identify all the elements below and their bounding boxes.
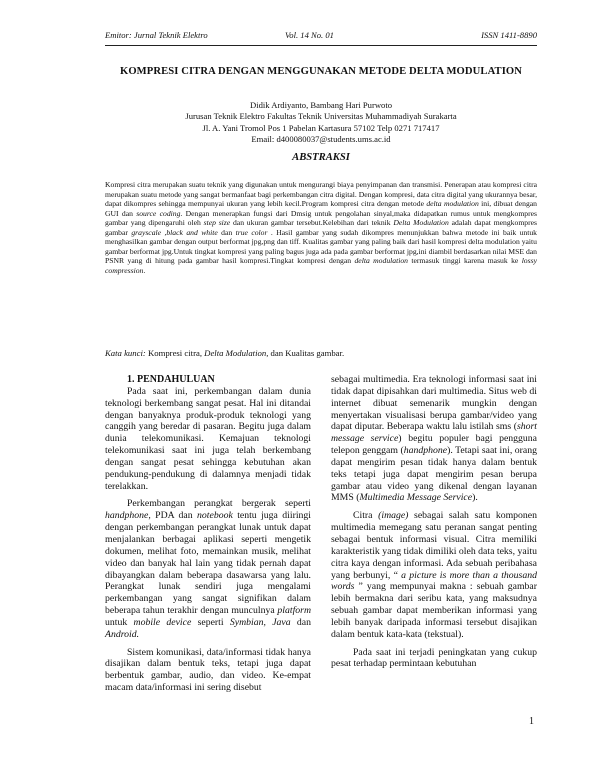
- author-block: [105, 100, 537, 145]
- issn: ISSN 1411-8890: [481, 30, 537, 40]
- body-paragraph: Pada saat ini, perkembangan dalam dunia teknologi berkembang sangat pesat. Hal ini ditandai dengan banyaknya produk-produk teknologi yang canggih yang beredar di pasaran. Begitu juga dalam dunia telekomunikasi. Kemajuan teknologi telekomunikasi saat ini juga telah berkembang dengan sangat pesat sehingga kebutuhan akan pendukung-pendukung di dalamnya menjadi tidak terelakkan.: [105, 385, 311, 492]
- author-address: Jl. A. Yani Tromol Pos 1 Pabelan Kartasura 57102 Telp 0271 717417: [202, 122, 440, 133]
- page-number: 1: [529, 716, 534, 727]
- body-paragraph: Perkembangan perangkat bergerak seperti handphone, PDA dan notebook tentu juga diiringi dengan perkembangan perangkat lunak untuk dapat menjalankan berbagai aplikasi seperti mengetik dokumen, melihat foto, memainkan musik, melihat video dan banyak hal lain yang tidak pernah dapat dibayangkan dalam beberapa dasawarsa yang lalu. Perangkat lunak sendiri juga mengalami perkembangan yang sangat signifikan dalam beberapa tahun terakhir dengan munculnya platform untuk mobile device seperti Symbian, Java dan Android.: [105, 498, 312, 640]
- header-rule: [105, 45, 537, 46]
- abstract-heading: ABSTRAKSI: [292, 152, 350, 163]
- body-column-right: [331, 374, 537, 670]
- body-column-left: [105, 374, 311, 694]
- body-paragraph: Citra (image) sebagai salah satu komponen multimedia memegang satu peranan sangat penting sebagai bentuk informasi visual. Citra memiliki karakteristik yang tidak dimiliki oleh data teks, yaitu citra kaya dengan informasi. Ada sebuah peribahasa yang berbunyi, “ a picture is more than a thousand words ” yang mempunyai makna : sebuah gambar lebih bermakna dari seribu kata, yang maksudnya sebuah gambar dapat memberikan informasi yang lebih banyak daripada informasi tersebut disajikan dalam bentuk kata-kata (tekstual).: [331, 510, 537, 640]
- author-names: Didik Ardiyanto, Bambang Hari Purwoto: [249, 100, 393, 110]
- keywords: Kata kunci: Kompresi citra, Delta Modulation, dan Kualitas gambar.: [105, 348, 345, 358]
- body-paragraph: sebagai multimedia. Era teknologi informasi saat ini tidak dapat dipisahkan dari multimedia. Situs web di internet dibuat semenarik mungkin dengan menyertakan visualisasi berupa gambar/video yang dapat diputar. Beberapa waktu lalu istilah sms (short message service) begitu populer bagi pengguna telepon genggam (handphone). Tetapi saat ini, orang dapat mengirim pesan tidak hanya dalam bentuk teks tetapi juga dapat mengirim pesan berupa gambar atau video yang dikenal dengan layanan MMS (Multimedia Message Service).: [331, 374, 538, 504]
- body-paragraph: Pada saat ini terjadi peningkatan yang cukup pesat terhadap permintaan kebutuhan: [331, 646, 537, 670]
- keywords-label: Kata kunci:: [105, 348, 146, 358]
- author-email: Email: d400080037@students.ums.ac.id: [251, 133, 391, 144]
- body-paragraph: Sistem komunikasi, data/informasi tidak hanya disajikan dalam bentuk teks, tetapi juga dapat berbentuk gambar, audio, dan video. Ke-empat macam data/informasi ini sering disebut: [105, 646, 311, 694]
- running-header: [105, 30, 537, 44]
- volume-number: Vol. 14 No. 01: [285, 30, 334, 40]
- author-affiliation: Jurusan Teknik Elektro Fakultas Teknik Universitas Muhammadiyah Surakarta: [185, 111, 457, 122]
- section-heading: 1. PENDAHULUAN: [127, 374, 215, 385]
- journal-name: Emitor: Jurnal Teknik Elektro: [105, 30, 208, 40]
- paper-title: KOMPRESI CITRA DENGAN MENGGUNAKAN METODE DELTA MODULATION: [119, 66, 523, 77]
- abstract-text: Kompresi citra merupakan suatu teknik yang digunakan untuk mengurangi biaya penyimpanan dan transmisi. Penerapan atau kompresi citra merupakan suatu metode yang sangat bermanfaat bagi perkembangan citra digital. Dengan kompresi, data citra digital yang ukurannya besar, dapat dikompres sehingga mempunyai ukuran yang lebih kecil.Program kompresi citra dengan metode delta modulation ini, dibuat dengan GUI dan source coding. Dengan menerapkan fungsi dari Dmsig untuk pengolahan sinyal,maka didapatkan rumus untuk mengkompres gambar yang dipengaruhi oleh step size dan ukuran gambar tersebut.Kelebihan dari teknik Delta Modulation adalah dapat mengkompres gambar grayscale ,black and white dan true color . Hasil gambar yang sudah dikompres menunjukkan bahwa metode ini baik untuk menghasilkan gambar dengan output berformat jpg,png dan tiff. Kualitas gambar yang paling baik dari hasil kompresi delta modulation yaitu gambar berformat jpg.Untuk tingkat kompresi yang paling bagus juga ada pada gambar berformat jpg,ini diambil berdasarkan nilai MSE dan PSNR yang di hitung pada gambar hasil kompresi.Tingkat kompresi dengan delta modulation termasuk tinggi karena masuk ke lossy compression.: [105, 180, 537, 275]
